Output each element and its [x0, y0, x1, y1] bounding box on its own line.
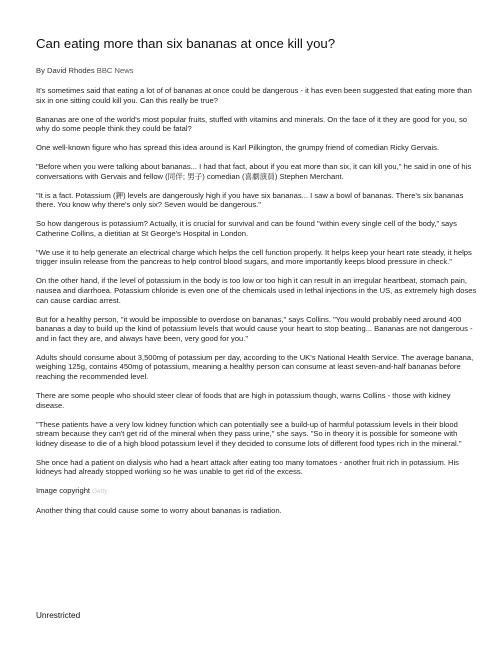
paragraph-9: But for a healthy person, "it would be impossible to overdose on bananas," says Collins. "You would probably need around 400 bananas a day to build up the kind of potassium levels that would cause your heart to stop beating... Bananas are not dangerous - and in fact they are, and always have been, very good for you.": [36, 314, 473, 343]
image-caption-credit: Getty: [92, 488, 108, 496]
paragraph-8: On the other hand, if the level of potassium in the body is too low or too high it can result in an irregular heartbeat, stomach pain, nausea and diarrhoea. Potassium chloride is even one of the chemicals used in lethal injections in the US, as extremely high doses can cause cardiac arrest.: [36, 276, 477, 305]
paragraph-11: There are some people who should steer clear of foods that are high in potassium though, warns Collins - those with kidney disease.: [36, 390, 451, 410]
byline-author: By David Rhodes: [36, 66, 95, 75]
paragraph-4: "Before when you were talking about bananas... I had that fact, about if you eat more than six, it can kill you," he said in one of his conversations with Gervais and fellow (同伴; 男子) comedian (喜劇演員) Stephen Merchant.: [36, 162, 472, 181]
classification-footer: Unrestricted: [36, 611, 81, 620]
paragraph-7: "We use it to help generate an electrical charge which helps the cell function properly. It helps keep your heart rate steady, it helps trigger insulin release from the pancreas to help control blood sugars, and more importantly keeps blood pressure in check.": [36, 247, 472, 267]
image-caption: [36, 486, 480, 497]
closing-paragraph: Another thing that could cause some to worry about bananas is radiation.: [36, 506, 282, 516]
paragraph-10: Adults should consume about 3,500mg of potassium per day, according to the UK's National Health Service. The average banana, weighing 125g, contains 450mg of potassium, meaning a healthy person can consume at least seven-and-half bananas before reaching the recommended level.: [36, 352, 474, 381]
paragraph-3: One well-known figure who has spread this idea around is Karl Pilkington, the grumpy friend of comedian Ricky Gervais.: [36, 143, 440, 153]
paragraph-1: It's sometimes said that eating a lot of of bananas at once could be dangerous - it has even been suggested that eating more than six in one sitting could kill you. Can this really be true?: [36, 86, 472, 105]
article-title: Can eating more than six bananas at once kill you?: [36, 36, 336, 51]
byline-organization: BBC News: [96, 66, 134, 75]
image-caption-label: Image copyright: [36, 486, 91, 496]
paragraph-13: She once had a patient on dialysis who had a heart attack after eating too many tomatoes - another fruit rich in potassium. His kidneys had already stopped working so he was unable to get rid of the excess.: [36, 457, 459, 477]
paragraph-6: So how dangerous is potassium? Actually, it is crucial for survival and can be found "within every single cell of the body," says Catherine Collins, a dietitian at St George's Hospital in London.: [36, 219, 457, 238]
paragraph-2: Bananas are one of the world's most popular fruits, stuffed with vitamins and minerals. On the face of it they are good for you, so why do some people think they could be fatal?: [36, 114, 468, 134]
byline: [36, 66, 480, 76]
paragraph-5: "It is a fact. Potassium (鉀) levels are dangerously high if you have six bananas... I saw a bowl of bananas. There's six bananas there. You know why there's only six? Seven would be dangerous.": [36, 190, 464, 210]
paragraph-12: "These patients have a very low kidney function which can potentially see a build-up of harmful potassium levels in their blood stream because they can't get rid of the mineral when they pass urine," she says. "So in theory it is possible for someone with kidney disease to die of a high blood potassium level if they decided to consume lots of different food types rich in the mineral.": [36, 419, 462, 448]
